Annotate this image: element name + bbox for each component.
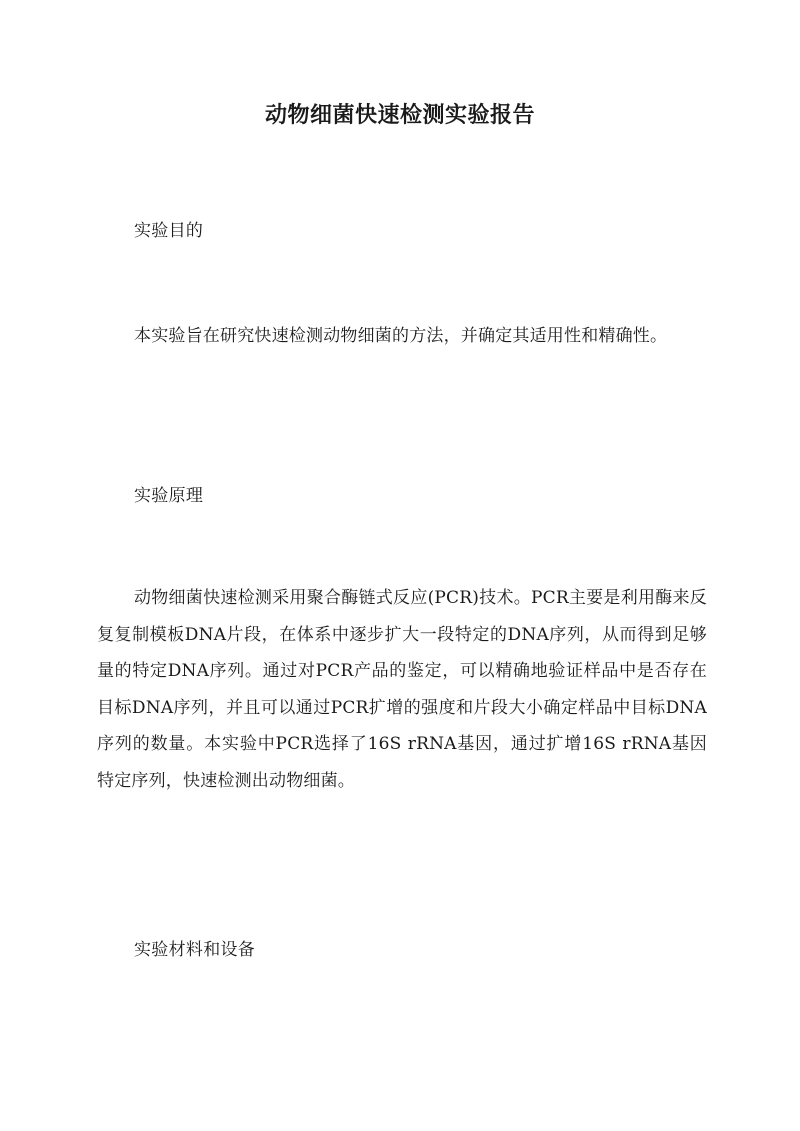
section-paragraph-principle: 动物细菌快速检测采用聚合酶链式反应(PCR)技术。PCR主要是利用酶来反复复制模板DNA片段，在体系中逐步扩大一段特定的DNA序列，从而得到足够量的特定DNA序列。通过对PCR产品的鉴定，可以精确地验证样品中是否存在目标DNA序列，并且可以通过PCR扩增的强度和片段大小确定样品中目标DNA序列的数量。本实验中PCR选择了16S rRNA基因，通过扩增16S rRNA基因特定序列，快速检测出动物细菌。 [97,588,707,791]
page-title: 动物细菌快速检测实验报告 [264,102,535,128]
section-heading-materials: 实验材料和设备 [134,940,256,960]
section-heading-purpose: 实验目的 [134,221,204,241]
section-paragraph-purpose: 本实验旨在研究快速检测动物细菌的方法，并确定其适用性和精确性。 [134,326,668,346]
section-heading-principle: 实验原理 [134,486,204,506]
